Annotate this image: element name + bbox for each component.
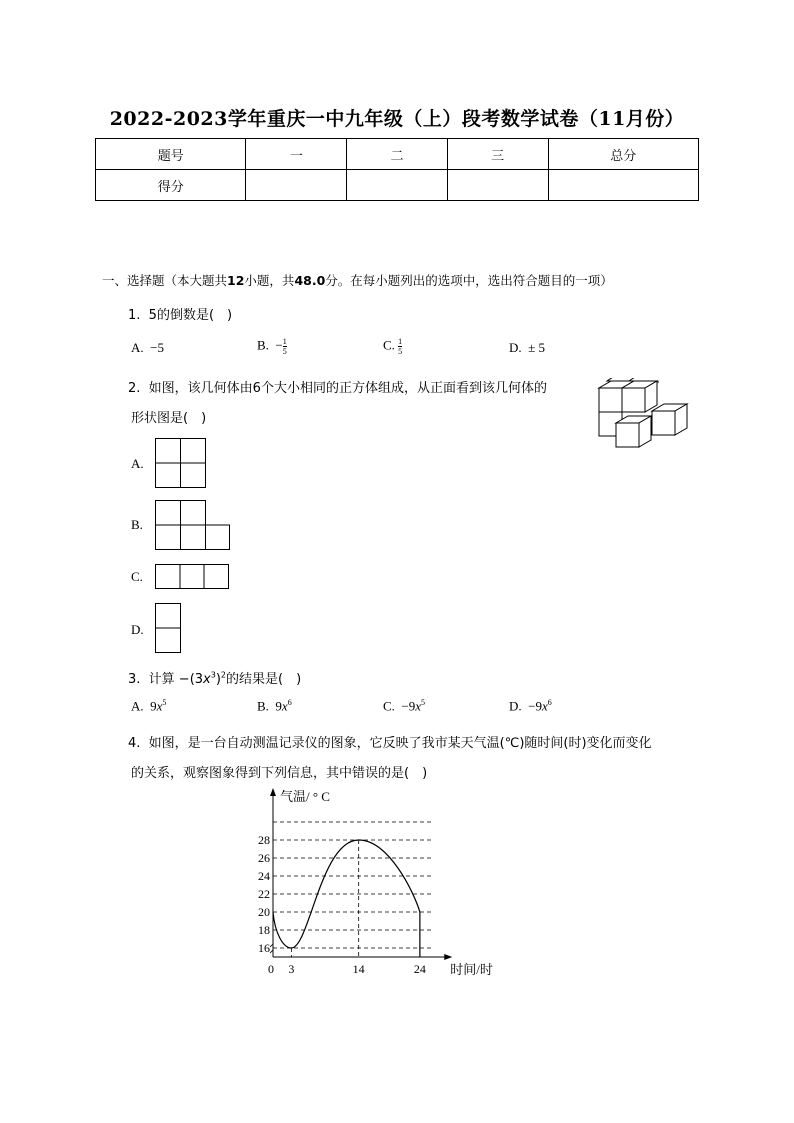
q1-option-c[interactable] xyxy=(383,337,402,356)
option-exp: 6 xyxy=(547,698,552,707)
chart-labels xyxy=(258,789,493,977)
score-input-cell[interactable] xyxy=(246,170,347,201)
q2-option-a-shape[interactable] xyxy=(155,438,207,489)
q2-option-a-label[interactable]: A. xyxy=(131,456,144,471)
option-coef: −9 xyxy=(528,698,542,714)
q1-option-d[interactable] xyxy=(509,340,545,356)
option-label: B. xyxy=(257,698,269,714)
q2-option-b-label[interactable]: B. xyxy=(131,517,143,532)
cube-front-face xyxy=(622,388,645,412)
chart-axes xyxy=(270,788,452,960)
y-tick-label: 28 xyxy=(258,833,270,847)
score-table xyxy=(95,138,699,201)
fraction-denominator: 5 xyxy=(282,347,287,356)
q1-option-b[interactable] xyxy=(257,337,287,356)
expr-close: ) xyxy=(215,672,221,687)
question-2-stem-line2: 形状图是( ) xyxy=(131,411,207,426)
option-exp: 5 xyxy=(421,698,426,707)
score-table-header-row xyxy=(96,139,699,170)
option-label: A. xyxy=(131,698,144,714)
q2-option-c-shape[interactable] xyxy=(155,564,230,590)
question-3-stem xyxy=(128,668,301,687)
expr-var: x xyxy=(203,672,211,687)
score-header-cell: 题号 xyxy=(96,139,246,170)
fraction-numerator: 1 xyxy=(282,337,287,346)
score-input-cell[interactable] xyxy=(548,170,699,201)
chart-grid xyxy=(273,822,433,957)
score-input-cell[interactable] xyxy=(347,170,448,201)
question-2-stem xyxy=(128,377,588,396)
option-value: −5 xyxy=(150,340,164,355)
cube-solid-figure xyxy=(595,378,691,450)
option-exp: 5 xyxy=(162,698,167,707)
option-var: x xyxy=(415,698,422,714)
question-4-stem-line2: 的关系，观察图象得到下列信息，其中错误的是( ) xyxy=(131,766,428,781)
exam-title: 2022-2023学年重庆一中九年级（上）段考数学试卷（11月份） xyxy=(109,108,685,130)
expr-exp-outer: 2 xyxy=(220,670,227,680)
q3-option-b[interactable] xyxy=(257,698,292,714)
score-header-cell: 一 xyxy=(246,139,347,170)
option-coef: 9 xyxy=(275,698,282,714)
y-tick-label: 24 xyxy=(258,869,270,883)
y-tick-label: 16 xyxy=(258,941,270,955)
cube-front-face xyxy=(599,388,622,412)
section-heading xyxy=(102,271,613,289)
q1-option-a[interactable] xyxy=(131,340,164,356)
option-var: x xyxy=(541,698,548,714)
x-axis-arrow xyxy=(444,954,452,960)
option-label: D. xyxy=(509,698,522,714)
question-1-stem xyxy=(128,304,232,323)
fraction xyxy=(283,337,287,356)
temperature-chart xyxy=(250,782,550,982)
score-row-label: 得分 xyxy=(96,170,246,201)
y-axis-label: 气温/ ° C xyxy=(280,789,330,804)
y-tick-label: 22 xyxy=(258,887,270,901)
option-var: x xyxy=(156,698,163,714)
q2-option-b-shape[interactable] xyxy=(155,500,231,551)
x-axis-label: 时间/时 xyxy=(450,962,493,977)
section-points: 48.0 xyxy=(294,273,326,288)
option-label: D. xyxy=(509,340,522,355)
y-tick-label: 26 xyxy=(258,851,270,865)
q3-option-c[interactable] xyxy=(383,698,425,714)
section-suffix: 分。在每小题列出的选项中，选出符合题目的一项） xyxy=(325,273,613,288)
x-tick-label: 14 xyxy=(352,962,365,976)
score-input-cell[interactable] xyxy=(447,170,548,201)
option-coef: −9 xyxy=(401,698,416,714)
section-prefix: 一、选择题（本大题共 xyxy=(102,273,228,288)
question-text: 5的倒数是( ) xyxy=(148,308,233,323)
expr-pre: 计算 −(3 xyxy=(148,672,204,687)
section-count: 12 xyxy=(227,273,245,288)
option-sign: − xyxy=(275,337,283,353)
score-header-cell: 总分 xyxy=(548,139,699,170)
score-header-cell: 三 xyxy=(447,139,548,170)
option-label: C. xyxy=(383,698,395,714)
q2-option-d-shape[interactable] xyxy=(155,603,182,654)
question-number: 1. xyxy=(128,308,141,323)
y-tick-label: 20 xyxy=(258,905,270,919)
option-exp: 6 xyxy=(287,698,292,707)
q2-option-d-label[interactable]: D. xyxy=(131,622,144,637)
fraction-denominator: 5 xyxy=(398,347,403,356)
y-axis-arrow xyxy=(270,788,276,796)
expr-exp-inner: 3 xyxy=(210,670,216,680)
option-coef: 9 xyxy=(150,698,157,714)
x-tick-label: 0 xyxy=(268,962,274,976)
cube-front-face xyxy=(652,411,675,435)
y-tick-label: 18 xyxy=(258,923,270,937)
x-tick-label: 3 xyxy=(288,962,295,976)
q3-option-d[interactable] xyxy=(509,698,552,714)
q3-option-a[interactable] xyxy=(131,698,166,714)
q2-option-c-label[interactable]: C. xyxy=(131,569,143,584)
score-header-cell: 二 xyxy=(347,139,448,170)
score-table-score-row xyxy=(96,170,699,201)
cube-front-face xyxy=(616,423,639,447)
x-tick-label: 24 xyxy=(413,962,426,976)
fraction-numerator: 1 xyxy=(398,337,403,346)
question-4-stem xyxy=(128,732,728,751)
option-label: A. xyxy=(131,340,144,355)
question-number: 2. xyxy=(128,381,141,396)
option-label: C. xyxy=(383,337,395,353)
fraction xyxy=(398,337,402,356)
option-var: x xyxy=(281,698,288,714)
temperature-curve xyxy=(273,840,420,957)
question-number: 4. xyxy=(128,736,141,751)
question-text-line1: 如图，该几何体由6个大小相同的正方体组成，从正面看到该几何体的 xyxy=(148,381,547,396)
option-value: ± 5 xyxy=(528,340,546,355)
question-number: 3. xyxy=(128,672,141,687)
section-mid: 小题，共 xyxy=(244,273,295,288)
option-label: B. xyxy=(257,337,269,353)
question-text-line1: 如图，是一台自动测温记录仪的图象，它反映了我市某天气温(℃)随时间(时)变化而变化 xyxy=(148,736,652,751)
expr-post: 的结果是( ) xyxy=(226,672,302,687)
